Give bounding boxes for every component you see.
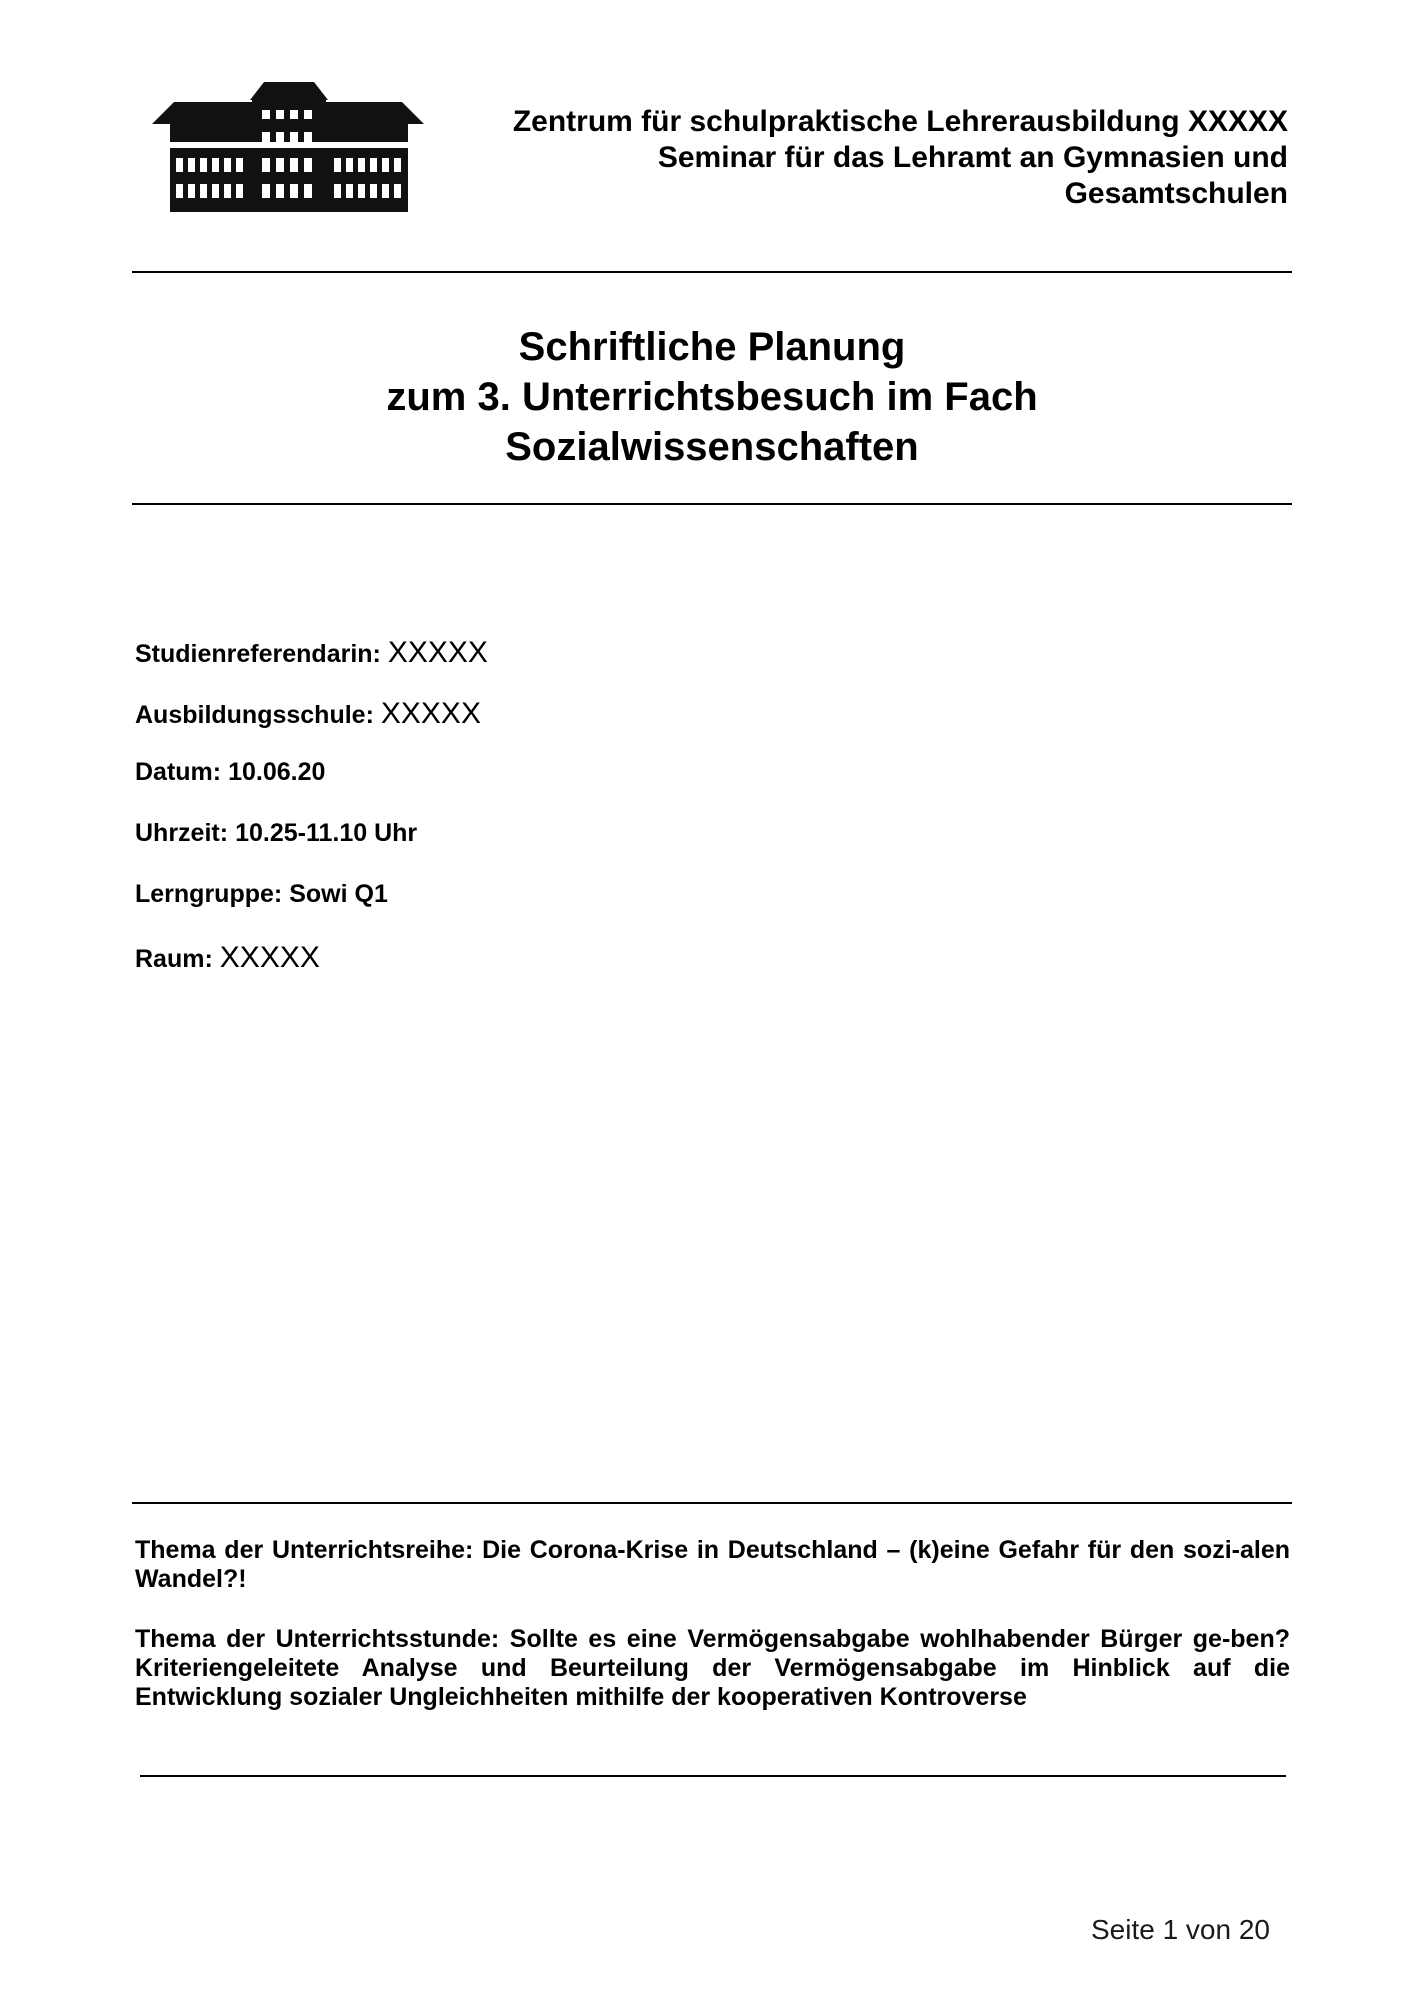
- meta-value: Sowi Q1: [289, 880, 388, 908]
- meta-schule: [135, 697, 1235, 758]
- institution-line-2: Seminar für das Lehramt an Gymnasien und: [657, 141, 1288, 174]
- topics-divider-bottom: [140, 1775, 1286, 1777]
- school-building-icon: [152, 82, 424, 212]
- meta-label: Ausbildungsschule:: [135, 701, 374, 729]
- meta-label: Lerngruppe:: [135, 880, 283, 908]
- meta-value: XXXXX: [219, 941, 320, 974]
- meta-value: XXXXX: [380, 697, 481, 730]
- document-title: [132, 322, 1292, 472]
- meta-uhrzeit: [135, 819, 1235, 880]
- institution-line-3: Gesamtschulen: [1064, 177, 1288, 210]
- meta-value: XXXXX: [387, 636, 488, 669]
- meta-lerngruppe: [135, 880, 1235, 941]
- meta-referendarin: [135, 636, 1235, 697]
- header-divider: [132, 271, 1292, 273]
- page-number: Seite 1 von 20: [1090, 1914, 1270, 1945]
- meta-datum: [135, 758, 1235, 819]
- lesson-topic: Thema der Unterrichtsstunde: Sollte es eine Vermögensabgabe wohlhabender Bürger ge-ben? Kriteriengeleitete Analyse und Beurteilung der Vermögensabgabe im Hinblick auf die Entwicklung sozialer Ungleichheiten mithilfe der kooperativen Kontroverse: [135, 1625, 1290, 1711]
- series-topic: Thema der Unterrichtsreihe: Die Corona-Krise in Deutschland – (k)eine Gefahr für den sozi-alen Wandel?!: [135, 1536, 1290, 1593]
- title-line-2: zum 3. Unterrichtsbesuch im Fach: [386, 375, 1038, 419]
- meta-label: Raum:: [135, 945, 213, 973]
- meta-label: Datum:: [135, 758, 222, 786]
- institution-header: [428, 104, 1288, 212]
- meta-value: 10.25-11.10 Uhr: [235, 819, 418, 847]
- meta-label: Studienreferendarin:: [135, 640, 381, 668]
- meta-raum: [135, 941, 1235, 1002]
- title-divider: [132, 503, 1292, 505]
- meta-value: 10.06.20: [228, 758, 326, 786]
- title-line-3: Sozialwissenschaften: [505, 425, 919, 469]
- topics-divider-top: [132, 1502, 1292, 1504]
- institution-line-1: Zentrum für schulpraktische Lehrerausbildung XXXXX: [512, 105, 1288, 138]
- document-meta: [135, 636, 1235, 1002]
- meta-label: Uhrzeit:: [135, 819, 229, 847]
- title-line-1: Schriftliche Planung: [518, 325, 906, 369]
